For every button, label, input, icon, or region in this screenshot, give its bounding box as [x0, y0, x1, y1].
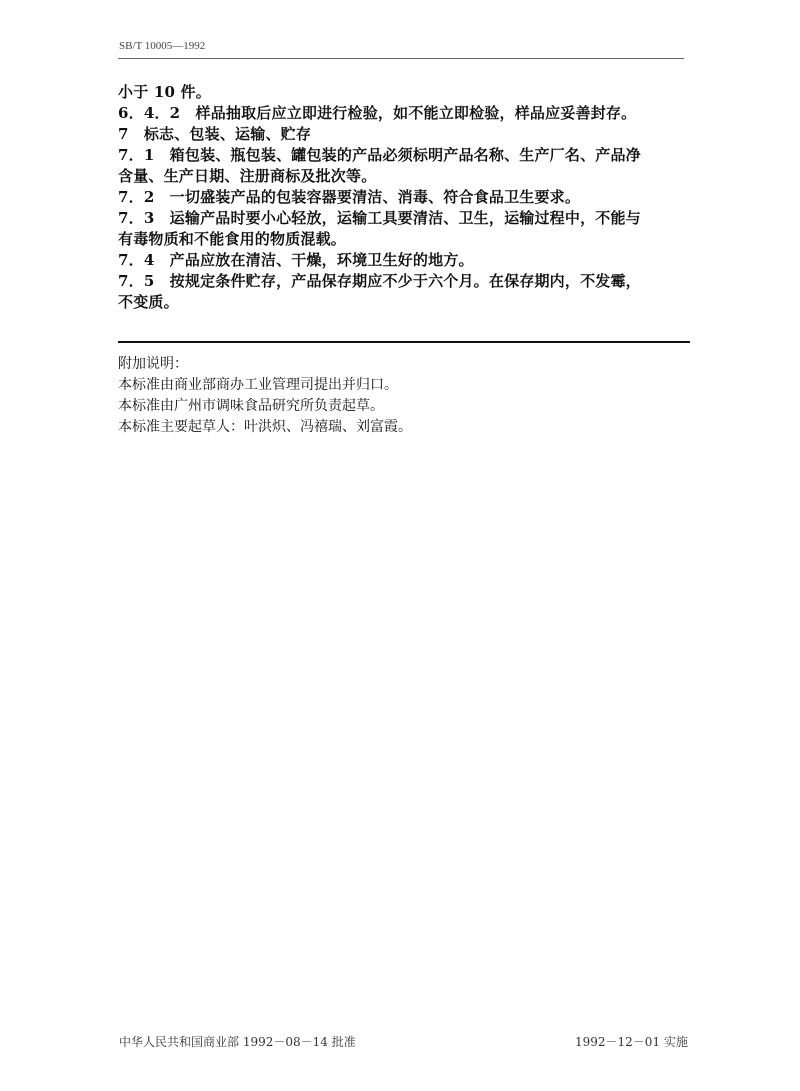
body-line: 不变质。	[118, 293, 179, 311]
body-line: 7．1 箱包装、瓶包装、罐包装的产品必须标明产品名称、生产厂名、产品净	[118, 146, 641, 164]
additional-notes	[118, 354, 688, 438]
note-line: 本标准主要起草人：叶洪炽、冯禧瑞、刘富霞。	[118, 419, 412, 435]
section-divider	[118, 341, 690, 343]
body-line: 有毒物质和不能食用的物质混载。	[118, 230, 347, 248]
section-heading: 7 标志、包装、运输、贮存	[118, 125, 312, 143]
document-code: SB/T 10005—1992	[119, 40, 206, 52]
body-line: 7．3 运输产品时要小心轻放，运输工具要清洁、卫生，运输过程中，不能与	[118, 209, 641, 227]
approval-text: 中华人民共和国商业部 1992－08－14 批准	[119, 1035, 356, 1049]
notes-title: 附加说明：	[118, 356, 188, 372]
body-line: 7．2 一切盛装产品的包装容器要清洁、消毒、符合食品卫生要求。	[118, 188, 581, 206]
body-line: 7．5 按规定条件贮存，产品保存期应不少于六个月。在保存期内，不发霉，	[118, 272, 641, 290]
note-line: 本标准由商业部商办工业管理司提出并归口。	[118, 377, 398, 393]
header-divider	[118, 58, 684, 59]
note-line: 本标准由广州市调味食品研究所负责起草。	[118, 398, 384, 414]
body-line: 含量、生产日期、注册商标及批次等。	[118, 167, 377, 185]
body-line: 7．4 产品应放在清洁、干燥，环境卫生好的地方。	[118, 251, 474, 269]
body-line: 小于 10 件。	[118, 83, 211, 101]
body-text	[118, 82, 688, 313]
body-line: 6．4．2 样品抽取后应立即进行检验，如不能立即检验，样品应妥善封存。	[118, 104, 637, 122]
implementation-date: 1992－12－01 实施	[575, 1035, 688, 1049]
